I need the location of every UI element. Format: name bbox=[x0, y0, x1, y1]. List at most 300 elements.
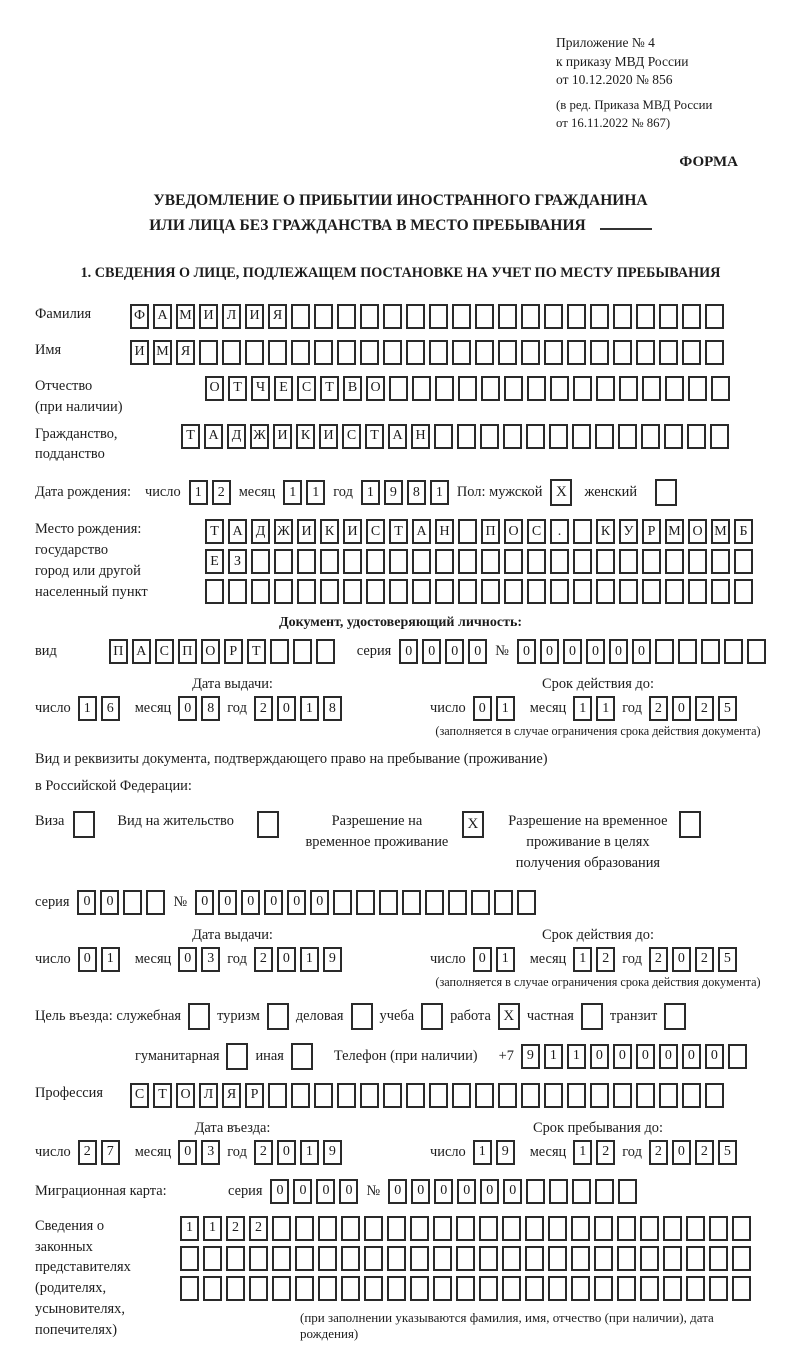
char-cell[interactable] bbox=[205, 579, 224, 604]
char-cell[interactable] bbox=[548, 1276, 567, 1301]
char-cell[interactable]: Е bbox=[274, 376, 293, 401]
char-cell[interactable]: 1 bbox=[180, 1216, 199, 1241]
char-cell[interactable]: 9 bbox=[521, 1044, 540, 1069]
char-cell[interactable] bbox=[550, 376, 569, 401]
char-cell[interactable]: Н bbox=[435, 519, 454, 544]
char-cell[interactable] bbox=[360, 1083, 379, 1108]
char-cell[interactable]: П bbox=[481, 519, 500, 544]
char-cell[interactable] bbox=[504, 549, 523, 574]
char-cell[interactable] bbox=[480, 424, 499, 449]
char-cell[interactable] bbox=[410, 1276, 429, 1301]
char-cell[interactable] bbox=[337, 1083, 356, 1108]
char-cell[interactable] bbox=[320, 549, 339, 574]
char-cell[interactable] bbox=[527, 549, 546, 574]
char-cell[interactable]: И bbox=[199, 304, 218, 329]
char-cell[interactable] bbox=[663, 1276, 682, 1301]
char-cell[interactable] bbox=[479, 1276, 498, 1301]
char-cell[interactable]: 1 bbox=[496, 696, 515, 721]
char-cell[interactable] bbox=[314, 304, 333, 329]
char-cell[interactable] bbox=[709, 1246, 728, 1271]
char-cell[interactable] bbox=[364, 1276, 383, 1301]
char-cell[interactable]: 0 bbox=[636, 1044, 655, 1069]
char-cell[interactable]: 2 bbox=[254, 947, 273, 972]
char-cell[interactable] bbox=[366, 579, 385, 604]
char-cell[interactable]: 2 bbox=[78, 1140, 97, 1165]
char-cell[interactable] bbox=[550, 549, 569, 574]
char-cell[interactable] bbox=[521, 304, 540, 329]
char-cell[interactable] bbox=[412, 579, 431, 604]
char-cell[interactable] bbox=[642, 376, 661, 401]
char-cell[interactable] bbox=[366, 549, 385, 574]
char-cell[interactable] bbox=[549, 1179, 568, 1204]
char-cell[interactable] bbox=[688, 579, 707, 604]
char-cell[interactable]: О bbox=[176, 1083, 195, 1108]
char-cell[interactable] bbox=[659, 340, 678, 365]
char-cell[interactable] bbox=[596, 579, 615, 604]
char-cell[interactable]: К bbox=[596, 519, 615, 544]
char-cell[interactable] bbox=[595, 1179, 614, 1204]
char-cell[interactable]: Б bbox=[734, 519, 753, 544]
char-cell[interactable]: 0 bbox=[517, 639, 536, 664]
char-cell[interactable] bbox=[573, 519, 592, 544]
char-cell[interactable]: А bbox=[204, 424, 223, 449]
checkbox-cell[interactable]: X bbox=[462, 811, 484, 838]
char-cell[interactable]: 1 bbox=[573, 947, 592, 972]
checkbox-cell[interactable]: X bbox=[550, 479, 572, 506]
checkbox-cell[interactable] bbox=[226, 1043, 248, 1070]
char-cell[interactable]: Т bbox=[389, 519, 408, 544]
char-cell[interactable] bbox=[249, 1276, 268, 1301]
char-cell[interactable] bbox=[458, 376, 477, 401]
char-cell[interactable] bbox=[360, 340, 379, 365]
char-cell[interactable]: 0 bbox=[480, 1179, 499, 1204]
char-cell[interactable] bbox=[429, 1083, 448, 1108]
char-cell[interactable] bbox=[747, 639, 766, 664]
char-cell[interactable] bbox=[663, 1216, 682, 1241]
char-cell[interactable] bbox=[410, 1246, 429, 1271]
char-cell[interactable] bbox=[203, 1246, 222, 1271]
char-cell[interactable] bbox=[640, 1246, 659, 1271]
char-cell[interactable] bbox=[479, 1246, 498, 1271]
char-cell[interactable] bbox=[291, 1083, 310, 1108]
char-cell[interactable]: 8 bbox=[201, 696, 220, 721]
char-cell[interactable]: В bbox=[343, 376, 362, 401]
char-cell[interactable] bbox=[502, 1276, 521, 1301]
char-cell[interactable] bbox=[686, 1276, 705, 1301]
char-cell[interactable] bbox=[360, 304, 379, 329]
char-cell[interactable] bbox=[387, 1276, 406, 1301]
char-cell[interactable] bbox=[448, 890, 467, 915]
checkbox-cell[interactable] bbox=[73, 811, 95, 838]
char-cell[interactable] bbox=[655, 639, 674, 664]
char-cell[interactable]: 0 bbox=[422, 639, 441, 664]
char-cell[interactable]: 5 bbox=[718, 947, 737, 972]
char-cell[interactable]: 9 bbox=[323, 1140, 342, 1165]
char-cell[interactable]: 0 bbox=[277, 1140, 296, 1165]
char-cell[interactable]: 2 bbox=[649, 696, 668, 721]
char-cell[interactable] bbox=[571, 1216, 590, 1241]
char-cell[interactable] bbox=[383, 340, 402, 365]
char-cell[interactable] bbox=[617, 1276, 636, 1301]
char-cell[interactable] bbox=[475, 304, 494, 329]
char-cell[interactable]: 0 bbox=[178, 696, 197, 721]
char-cell[interactable]: 9 bbox=[496, 1140, 515, 1165]
checkbox-cell[interactable] bbox=[291, 1043, 313, 1070]
char-cell[interactable]: 1 bbox=[567, 1044, 586, 1069]
char-cell[interactable] bbox=[272, 1276, 291, 1301]
char-cell[interactable]: 0 bbox=[277, 696, 296, 721]
char-cell[interactable]: 1 bbox=[596, 696, 615, 721]
char-cell[interactable]: 0 bbox=[310, 890, 329, 915]
char-cell[interactable] bbox=[295, 1276, 314, 1301]
checkbox-cell[interactable] bbox=[664, 1003, 686, 1030]
char-cell[interactable]: 0 bbox=[457, 1179, 476, 1204]
char-cell[interactable] bbox=[709, 1276, 728, 1301]
char-cell[interactable] bbox=[705, 340, 724, 365]
char-cell[interactable] bbox=[663, 1246, 682, 1271]
char-cell[interactable] bbox=[641, 424, 660, 449]
char-cell[interactable] bbox=[504, 376, 523, 401]
char-cell[interactable] bbox=[548, 1246, 567, 1271]
char-cell[interactable]: У bbox=[619, 519, 638, 544]
char-cell[interactable]: 2 bbox=[649, 947, 668, 972]
char-cell[interactable] bbox=[320, 579, 339, 604]
char-cell[interactable]: Я bbox=[222, 1083, 241, 1108]
char-cell[interactable]: М bbox=[665, 519, 684, 544]
char-cell[interactable] bbox=[665, 549, 684, 574]
char-cell[interactable] bbox=[636, 304, 655, 329]
char-cell[interactable] bbox=[274, 549, 293, 574]
char-cell[interactable]: 0 bbox=[241, 890, 260, 915]
char-cell[interactable]: И bbox=[343, 519, 362, 544]
char-cell[interactable]: 7 bbox=[101, 1140, 120, 1165]
char-cell[interactable] bbox=[659, 1083, 678, 1108]
char-cell[interactable] bbox=[434, 424, 453, 449]
char-cell[interactable] bbox=[433, 1276, 452, 1301]
char-cell[interactable] bbox=[636, 1083, 655, 1108]
char-cell[interactable] bbox=[525, 1246, 544, 1271]
char-cell[interactable] bbox=[433, 1246, 452, 1271]
char-cell[interactable]: Т bbox=[247, 639, 266, 664]
char-cell[interactable]: 0 bbox=[672, 947, 691, 972]
char-cell[interactable]: 2 bbox=[249, 1216, 268, 1241]
char-cell[interactable]: Т bbox=[153, 1083, 172, 1108]
char-cell[interactable]: 2 bbox=[212, 480, 231, 505]
char-cell[interactable] bbox=[389, 376, 408, 401]
char-cell[interactable]: А bbox=[412, 519, 431, 544]
char-cell[interactable]: С bbox=[130, 1083, 149, 1108]
char-cell[interactable]: 1 bbox=[101, 947, 120, 972]
char-cell[interactable] bbox=[295, 1216, 314, 1241]
char-cell[interactable] bbox=[435, 376, 454, 401]
char-cell[interactable] bbox=[226, 1276, 245, 1301]
char-cell[interactable]: 0 bbox=[178, 947, 197, 972]
char-cell[interactable] bbox=[525, 1276, 544, 1301]
char-cell[interactable]: 1 bbox=[203, 1216, 222, 1241]
char-cell[interactable]: 9 bbox=[323, 947, 342, 972]
char-cell[interactable] bbox=[479, 1216, 498, 1241]
char-cell[interactable]: Т bbox=[205, 519, 224, 544]
char-cell[interactable] bbox=[521, 1083, 540, 1108]
char-cell[interactable] bbox=[642, 549, 661, 574]
checkbox-cell[interactable] bbox=[655, 479, 677, 506]
char-cell[interactable] bbox=[337, 304, 356, 329]
char-cell[interactable] bbox=[425, 890, 444, 915]
char-cell[interactable] bbox=[596, 549, 615, 574]
char-cell[interactable]: 2 bbox=[254, 1140, 273, 1165]
char-cell[interactable]: 1 bbox=[300, 696, 319, 721]
char-cell[interactable] bbox=[711, 549, 730, 574]
char-cell[interactable] bbox=[318, 1216, 337, 1241]
char-cell[interactable] bbox=[636, 340, 655, 365]
char-cell[interactable]: К bbox=[296, 424, 315, 449]
char-cell[interactable] bbox=[613, 340, 632, 365]
char-cell[interactable] bbox=[456, 1276, 475, 1301]
char-cell[interactable] bbox=[389, 549, 408, 574]
char-cell[interactable] bbox=[274, 579, 293, 604]
char-cell[interactable] bbox=[572, 1179, 591, 1204]
char-cell[interactable] bbox=[571, 1246, 590, 1271]
char-cell[interactable]: 0 bbox=[705, 1044, 724, 1069]
char-cell[interactable] bbox=[295, 1246, 314, 1271]
char-cell[interactable] bbox=[481, 376, 500, 401]
char-cell[interactable]: 2 bbox=[226, 1216, 245, 1241]
char-cell[interactable] bbox=[590, 1083, 609, 1108]
char-cell[interactable] bbox=[544, 1083, 563, 1108]
char-cell[interactable]: 0 bbox=[672, 1140, 691, 1165]
char-cell[interactable]: 0 bbox=[434, 1179, 453, 1204]
char-cell[interactable]: 0 bbox=[473, 947, 492, 972]
char-cell[interactable]: О bbox=[688, 519, 707, 544]
checkbox-cell[interactable] bbox=[267, 1003, 289, 1030]
char-cell[interactable] bbox=[613, 1083, 632, 1108]
char-cell[interactable] bbox=[471, 890, 490, 915]
char-cell[interactable] bbox=[293, 639, 312, 664]
char-cell[interactable] bbox=[146, 890, 165, 915]
char-cell[interactable] bbox=[383, 1083, 402, 1108]
char-cell[interactable] bbox=[435, 579, 454, 604]
char-cell[interactable] bbox=[571, 1276, 590, 1301]
char-cell[interactable]: 2 bbox=[596, 947, 615, 972]
char-cell[interactable] bbox=[481, 549, 500, 574]
char-cell[interactable]: Т bbox=[365, 424, 384, 449]
char-cell[interactable]: 0 bbox=[586, 639, 605, 664]
checkbox-cell[interactable] bbox=[188, 1003, 210, 1030]
char-cell[interactable] bbox=[435, 549, 454, 574]
char-cell[interactable]: 0 bbox=[293, 1179, 312, 1204]
char-cell[interactable] bbox=[498, 340, 517, 365]
char-cell[interactable]: 0 bbox=[277, 947, 296, 972]
char-cell[interactable] bbox=[245, 340, 264, 365]
char-cell[interactable] bbox=[318, 1276, 337, 1301]
char-cell[interactable]: 0 bbox=[100, 890, 119, 915]
char-cell[interactable]: 5 bbox=[718, 696, 737, 721]
char-cell[interactable] bbox=[268, 340, 287, 365]
char-cell[interactable]: 0 bbox=[468, 639, 487, 664]
char-cell[interactable] bbox=[475, 340, 494, 365]
char-cell[interactable] bbox=[618, 1179, 637, 1204]
char-cell[interactable]: 9 bbox=[384, 480, 403, 505]
char-cell[interactable] bbox=[456, 1246, 475, 1271]
checkbox-cell[interactable] bbox=[581, 1003, 603, 1030]
char-cell[interactable] bbox=[333, 890, 352, 915]
char-cell[interactable]: П bbox=[109, 639, 128, 664]
char-cell[interactable]: Е bbox=[205, 549, 224, 574]
checkbox-cell[interactable] bbox=[257, 811, 279, 838]
char-cell[interactable] bbox=[548, 1216, 567, 1241]
char-cell[interactable] bbox=[402, 890, 421, 915]
char-cell[interactable] bbox=[356, 890, 375, 915]
char-cell[interactable]: 0 bbox=[590, 1044, 609, 1069]
char-cell[interactable]: 6 bbox=[101, 696, 120, 721]
char-cell[interactable] bbox=[429, 304, 448, 329]
char-cell[interactable]: 1 bbox=[544, 1044, 563, 1069]
char-cell[interactable] bbox=[481, 579, 500, 604]
checkbox-cell[interactable] bbox=[679, 811, 701, 838]
char-cell[interactable]: Ч bbox=[251, 376, 270, 401]
char-cell[interactable] bbox=[572, 424, 591, 449]
char-cell[interactable]: О bbox=[205, 376, 224, 401]
char-cell[interactable] bbox=[550, 579, 569, 604]
char-cell[interactable] bbox=[180, 1246, 199, 1271]
char-cell[interactable]: 0 bbox=[411, 1179, 430, 1204]
char-cell[interactable]: 0 bbox=[78, 947, 97, 972]
char-cell[interactable] bbox=[724, 639, 743, 664]
char-cell[interactable]: 2 bbox=[649, 1140, 668, 1165]
char-cell[interactable]: 0 bbox=[218, 890, 237, 915]
char-cell[interactable] bbox=[687, 424, 706, 449]
char-cell[interactable]: Д bbox=[227, 424, 246, 449]
char-cell[interactable] bbox=[433, 1216, 452, 1241]
char-cell[interactable]: 0 bbox=[77, 890, 96, 915]
char-cell[interactable] bbox=[705, 304, 724, 329]
char-cell[interactable]: С bbox=[297, 376, 316, 401]
char-cell[interactable] bbox=[226, 1246, 245, 1271]
char-cell[interactable] bbox=[318, 1246, 337, 1271]
char-cell[interactable] bbox=[410, 1216, 429, 1241]
char-cell[interactable] bbox=[297, 549, 316, 574]
char-cell[interactable] bbox=[617, 1246, 636, 1271]
char-cell[interactable] bbox=[180, 1276, 199, 1301]
char-cell[interactable] bbox=[272, 1216, 291, 1241]
char-cell[interactable] bbox=[617, 1216, 636, 1241]
char-cell[interactable] bbox=[343, 579, 362, 604]
char-cell[interactable]: Р bbox=[224, 639, 243, 664]
char-cell[interactable] bbox=[682, 304, 701, 329]
char-cell[interactable]: И bbox=[297, 519, 316, 544]
char-cell[interactable]: З bbox=[228, 549, 247, 574]
char-cell[interactable]: 3 bbox=[201, 1140, 220, 1165]
char-cell[interactable] bbox=[412, 376, 431, 401]
char-cell[interactable] bbox=[678, 639, 697, 664]
checkbox-cell[interactable]: X bbox=[498, 1003, 520, 1030]
char-cell[interactable] bbox=[199, 340, 218, 365]
char-cell[interactable]: Ж bbox=[274, 519, 293, 544]
char-cell[interactable] bbox=[590, 340, 609, 365]
char-cell[interactable]: А bbox=[132, 639, 151, 664]
char-cell[interactable] bbox=[364, 1216, 383, 1241]
char-cell[interactable]: 1 bbox=[78, 696, 97, 721]
char-cell[interactable] bbox=[590, 304, 609, 329]
char-cell[interactable]: Ж bbox=[250, 424, 269, 449]
char-cell[interactable]: И bbox=[273, 424, 292, 449]
char-cell[interactable] bbox=[291, 304, 310, 329]
char-cell[interactable] bbox=[251, 549, 270, 574]
char-cell[interactable]: 0 bbox=[682, 1044, 701, 1069]
char-cell[interactable]: Л bbox=[199, 1083, 218, 1108]
char-cell[interactable] bbox=[456, 1216, 475, 1241]
char-cell[interactable]: И bbox=[245, 304, 264, 329]
char-cell[interactable]: С bbox=[366, 519, 385, 544]
char-cell[interactable] bbox=[406, 340, 425, 365]
char-cell[interactable] bbox=[494, 890, 513, 915]
char-cell[interactable]: О bbox=[366, 376, 385, 401]
char-cell[interactable] bbox=[573, 579, 592, 604]
char-cell[interactable] bbox=[364, 1246, 383, 1271]
char-cell[interactable]: 0 bbox=[632, 639, 651, 664]
char-cell[interactable] bbox=[251, 579, 270, 604]
char-cell[interactable] bbox=[711, 376, 730, 401]
char-cell[interactable] bbox=[594, 1276, 613, 1301]
char-cell[interactable] bbox=[527, 376, 546, 401]
char-cell[interactable] bbox=[406, 1083, 425, 1108]
char-cell[interactable]: Р bbox=[642, 519, 661, 544]
char-cell[interactable] bbox=[341, 1216, 360, 1241]
char-cell[interactable] bbox=[337, 340, 356, 365]
char-cell[interactable] bbox=[343, 549, 362, 574]
char-cell[interactable] bbox=[596, 376, 615, 401]
char-cell[interactable] bbox=[682, 1083, 701, 1108]
char-cell[interactable]: Я bbox=[176, 340, 195, 365]
char-cell[interactable]: 0 bbox=[609, 639, 628, 664]
char-cell[interactable] bbox=[728, 1044, 747, 1069]
char-cell[interactable]: 1 bbox=[573, 696, 592, 721]
char-cell[interactable] bbox=[688, 376, 707, 401]
char-cell[interactable]: 0 bbox=[270, 1179, 289, 1204]
char-cell[interactable] bbox=[613, 304, 632, 329]
char-cell[interactable]: С bbox=[342, 424, 361, 449]
char-cell[interactable]: Т bbox=[228, 376, 247, 401]
char-cell[interactable] bbox=[573, 549, 592, 574]
char-cell[interactable] bbox=[686, 1216, 705, 1241]
char-cell[interactable]: М bbox=[176, 304, 195, 329]
char-cell[interactable] bbox=[544, 304, 563, 329]
char-cell[interactable] bbox=[619, 376, 638, 401]
char-cell[interactable]: 2 bbox=[596, 1140, 615, 1165]
char-cell[interactable] bbox=[270, 639, 289, 664]
char-cell[interactable]: А bbox=[388, 424, 407, 449]
char-cell[interactable]: 8 bbox=[323, 696, 342, 721]
char-cell[interactable] bbox=[732, 1246, 751, 1271]
char-cell[interactable] bbox=[383, 304, 402, 329]
char-cell[interactable]: 0 bbox=[195, 890, 214, 915]
char-cell[interactable]: 2 bbox=[695, 1140, 714, 1165]
char-cell[interactable] bbox=[504, 579, 523, 604]
char-cell[interactable] bbox=[452, 340, 471, 365]
char-cell[interactable] bbox=[701, 639, 720, 664]
char-cell[interactable] bbox=[709, 1216, 728, 1241]
char-cell[interactable]: 0 bbox=[613, 1044, 632, 1069]
char-cell[interactable]: 1 bbox=[306, 480, 325, 505]
char-cell[interactable]: 1 bbox=[300, 1140, 319, 1165]
char-cell[interactable]: А bbox=[153, 304, 172, 329]
char-cell[interactable]: 2 bbox=[695, 696, 714, 721]
char-cell[interactable]: 2 bbox=[695, 947, 714, 972]
char-cell[interactable] bbox=[732, 1276, 751, 1301]
char-cell[interactable] bbox=[688, 549, 707, 574]
char-cell[interactable] bbox=[567, 304, 586, 329]
char-cell[interactable]: 1 bbox=[300, 947, 319, 972]
